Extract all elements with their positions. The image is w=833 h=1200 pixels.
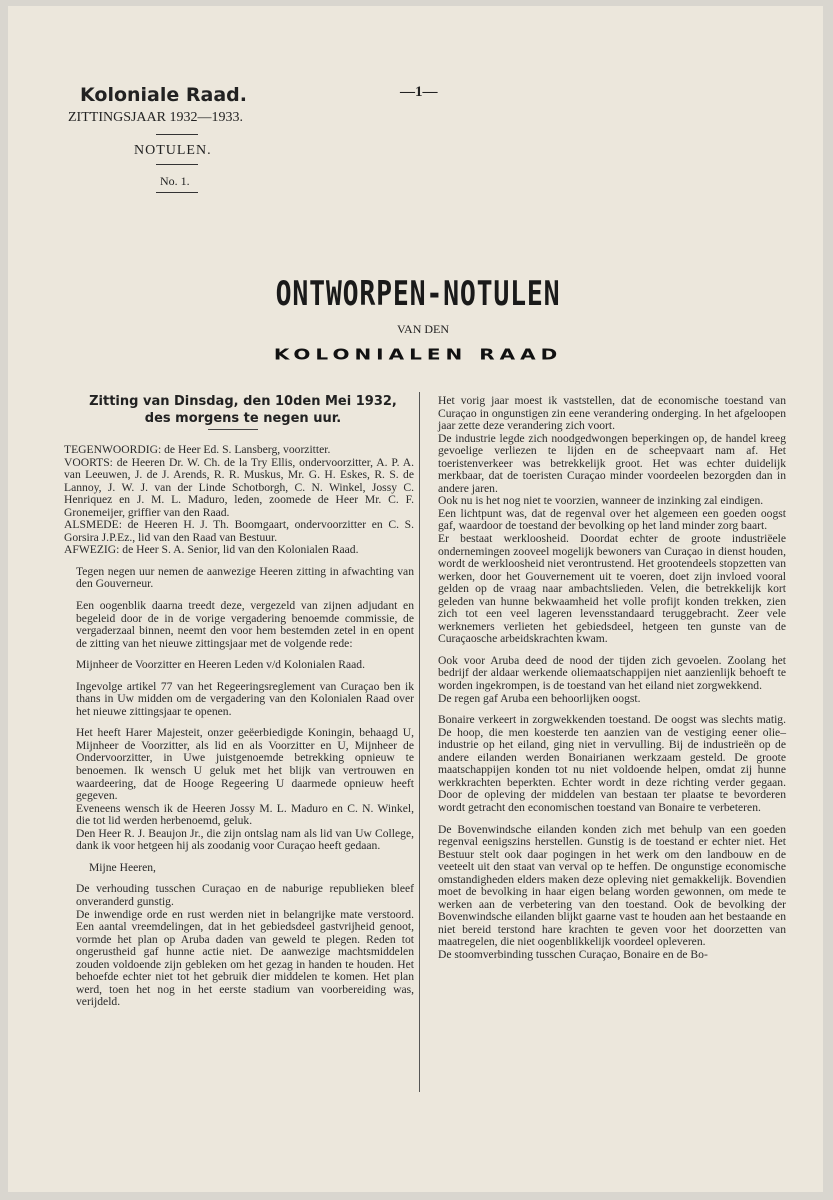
paragraph: Tegen negen uur nemen de aanwezige Heeren zitting in afwachting van den Gouverneur. [76, 564, 414, 591]
paragraph: De stoomverbinding tusschen Curaçao, Bonaire en de Bo- [438, 947, 708, 961]
section-label: NOTULEN. [134, 143, 212, 158]
header-rule [156, 164, 198, 165]
session-year: ZITTINGSJAAR 1932—1933. [68, 110, 243, 125]
paragraph: Eveneens wensch ik de Heeren Jossy M. L. Maduro en C. N. Winkel, die tot lid werden herbenoemd, geluk. [76, 801, 414, 828]
session-rule [208, 429, 258, 430]
document-title: ONTWORPEN-NOTULEN [275, 274, 561, 314]
paragraph: Den Heer R. J. Beaujon Jr., die zijn ontslag nam als lid van Uw College, dank ik voor hetgeen hij als zoodanig voor Curaçao heeft gedaan. [76, 826, 414, 853]
paragraph: De regen gaf Aruba een behoorlijken oogst. [438, 691, 641, 705]
paragraph: ALSMEDE: de Heeren H. J. Th. Boomgaart, ondervoorzitter en C. S. Gorsira J.P.Ez., lid van den Raad van Bestuur. [64, 518, 414, 544]
paragraph: Een lichtpunt was, dat de regenval over het algemeen een goeden oogst gaf, waardoor de toestand der bevolking op het land minder zorg baart. [438, 506, 786, 533]
paragraph: Het heeft Harer Majesteit, onzer geëerbiedigde Koningin, behaagd U, Mijnheer de Voorzitter, als lid en als Voorzitter en U, Mijnheer de Ondervoorzitter, in Uwe juistgenoemde betrekking opnieuw te benoemen. Ik wensch U geluk met het blijk van vertrouwen en waardeering, dat de Hooge Regeering U daarmede opnieuw heeft gegeven. [76, 726, 414, 803]
paragraph: Het vorig jaar moest ik vaststellen, dat de economische toestand van Curaçao in ongunstigen zin eene verandering onderging. In het afgeloopen jaar zette deze verandering zich voort. [438, 394, 786, 433]
right-column [426, 395, 786, 962]
paragraph: De verhouding tusschen Curaçao en de naburige republieken bleef onveranderd gunstig. [76, 882, 414, 908]
document-subtitle: VAN DEN [396, 322, 450, 336]
paragraph: Mijnheer de Voorzitter en Heeren Leden v/d Kolonialen Raad. [76, 658, 365, 672]
paragraph: VOORTS: de Heeren Dr. W. Ch. de la Try Ellis, ondervoorzitter, A. P. A. van Leeuwen, J. de J. Arends, R. R. Muskus, Mr. G. H. Eskes, R. S. de Lannoy, J. W. J. van der Linde Schotborgh, C. N. Winkel, Jossy C. Henriquez en J. M. L. Maduro, leden, zoomede de Heer Mr. C. F. Gronemeijer, griffier van den Raad. [64, 455, 414, 519]
paragraph: Ook nu is het nog niet te voorzien, wanneer de inzinking zal eindigen. [438, 494, 764, 508]
header-rule [156, 134, 198, 135]
paragraph: Een oogenblik daarna treedt deze, vergezeld van zijnen adjudant en begeleid door de in de vorige vergadering benoemde commissie, de vergaderzaal binnen, neemt den voor hem bestemden zetel in en opent de zitting van het nieuwe zittingsjaar met de volgende rede: [76, 599, 414, 650]
column-divider [419, 392, 420, 1092]
council-title: Koloniale Raad. [80, 84, 247, 106]
paragraph: Mijne Heeren, [89, 860, 156, 874]
paragraph: Ook voor Aruba deed de nood der tijden zich gevoelen. Zoolang het bedrijf der aldaar werkende oliemaatschappijen niet aanzienlijk behoeft te worden ingekrompen, is de toestand van het eiland niet zorgwekkend. [438, 653, 786, 693]
session-heading: Zitting van Dinsdag, den 10den Mei 1932, des morgens te negen uur. [89, 394, 397, 426]
paragraph: TEGENWOORDIG: de Heer Ed. S. Lansberg, voorzitter. [64, 443, 331, 456]
paragraph: Bonaire verkeert in zorgwekkenden toestand. De oogst was slechts matig. De hoop, die men koesterde ten aanzien van de vestiging eener olie–industrie op het eiland, ging niet in vervulling. Bij de industrieën op de andere eilanden werden Bonairianen werkzaam gesteld. De groote maatschappijen konden tot nu niet voldoende helpen, omdat zij hunne werkkrachten beperkten. Echter wordt in deze richting verder gegaan. Door de opleving der middelen van bestaan ter plaatse te bevorderen wordt getracht den economischen toestand van Bonaire te verbeteren. [438, 713, 786, 814]
document-number: No. 1. [160, 174, 190, 188]
decorative-title: KOLONIALEN RAAD [273, 345, 563, 363]
paragraph: De industrie legde zich noodgedwongen beperkingen op, de handel kreeg gevoelige verliezen te lijden en de scheepvaart nam af. Het toeristenverkeer was betrekkelijk groot. Het was echter duidelijk merkbaar, dat de toeristen Curaçao minder voordeelen bezorgden dan in andere jaren. [438, 431, 786, 495]
paragraph: De inwendige orde en rust werden niet in belangrijke mate verstoord. Een aantal vreemdelingen, dat in het gebiedsdeel gastvrijheid genoot, vormde het plan op Aruba daden van geweld te plegen. Reden tot ongerustheid gaf hunne actie niet. De aanwezige machtsmiddelen zouden voldoende zijn gebleken om het gezag in handen te houden. Het behoefde echter niet tot het gebruik dier middelen te komen. Het plan werd, toen het nog in het eerste stadium van voorbereiding was, verijdeld. [76, 907, 414, 1009]
paragraph: Er bestaat werkloosheid. Doordat echter de groote industriëele ondernemingen zooveel mogelijk bewoners van Curaçao in dienst houden, wordt de werkloosheid niet verontrustend. Het grootendeels stopzetten van werken, door het Gouvernement uit te voeren, doet zijn invloed vooral gelden op de vraag naar ambachtslieden. Velen, die betrekkelijk kort geleden van hunne bekwaamheid het volle profijt konden trekken, zien zich tot een veel lageren levensstandaard teruggebracht. Zeer vele werknemers verlieten het gebiedsdeel, hetgeen ten gunste van de Curaçaosche arbeidskrachten kwam. [438, 532, 786, 646]
paragraph: AFWEZIG: de Heer S. A. Senior, lid van den Kolonialen Raad. [64, 543, 359, 557]
paragraph: De Bovenwindsche eilanden konden zich met behulp van een goeden regenval eenigszins herstellen. Gunstig is de toestand er echter niet. Het Bestuur stelt ook daar pogingen in het werk om den landbouw en de veeteelt uit den staat van verval op te heffen. De ongunstige economische omstandigheden elders maken deze opleving niet gemakkelijk. Bovendien moet de bevolking in haar eigen belang worden gewonnen, om mede te werken aan de verbetering van den toestand. Ook de bevolking der Bovenwindsche eilanden blijkt gaarne vast te houden aan het bestaande en niet bereid terstond hare krachten te geven voor het doorzetten van maatregelen, die niet oogenblikkelijk voordeel opleveren. [438, 822, 786, 949]
paragraph: Ingevolge artikel 77 van het Regeeringsreglement van Curaçao ben ik thans in Uw midden om de vergadering van den Kolonialen Raad over het nieuwe zittingsjaar te openen. [76, 679, 414, 718]
document-page [8, 6, 823, 1192]
left-column [64, 444, 414, 1009]
header-rule [156, 192, 198, 193]
page-number: —1— [400, 84, 438, 100]
